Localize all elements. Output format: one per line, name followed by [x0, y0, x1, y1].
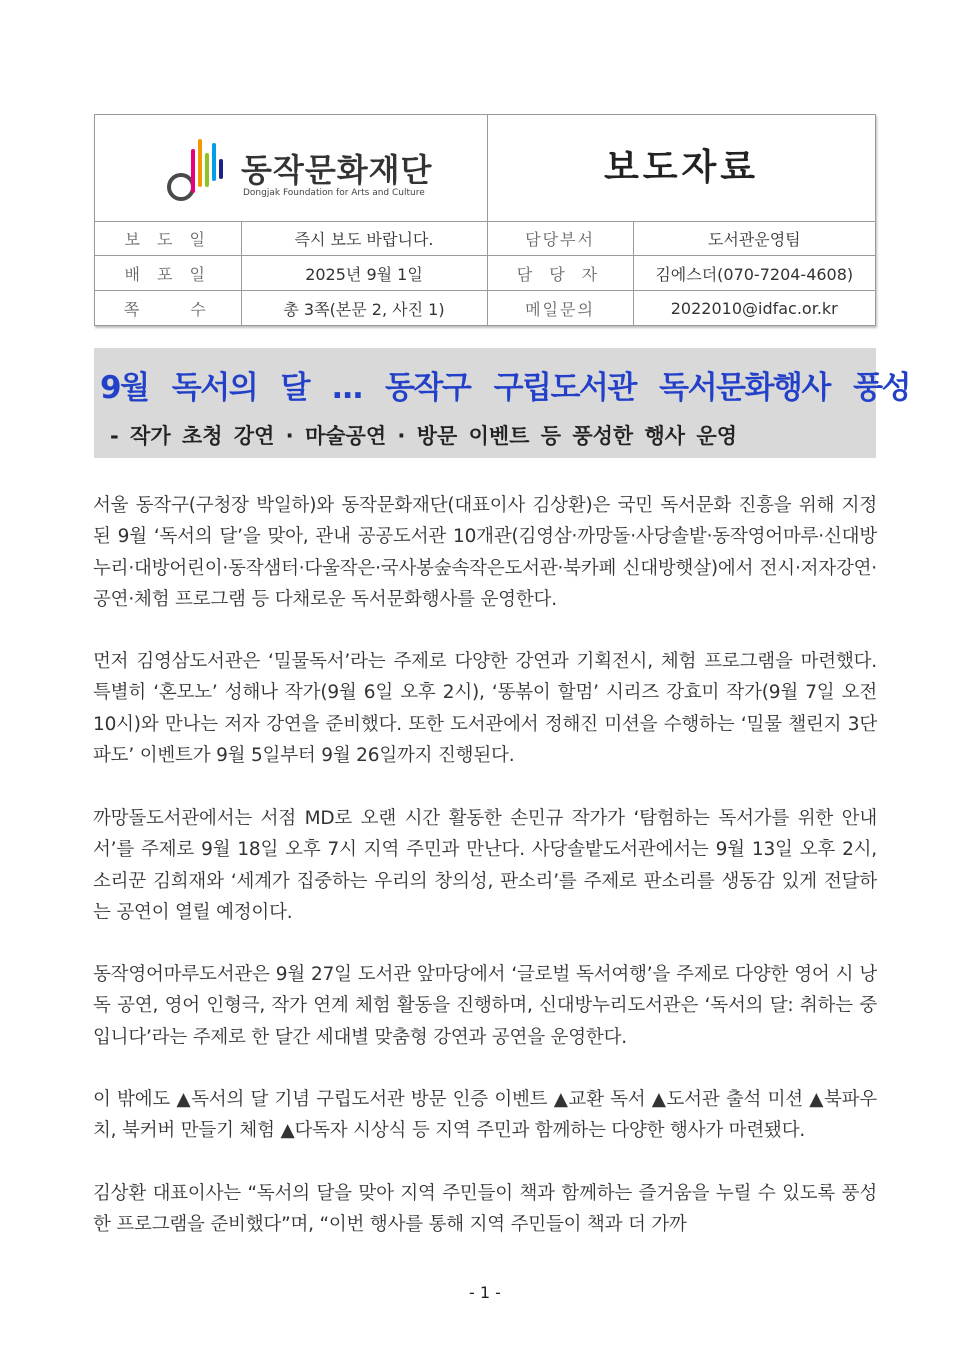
document-type-title: 보도자료 — [603, 147, 760, 188]
info-value: 김에스더(070-7204-4608) — [633, 256, 875, 291]
body-paragraph: 서울 동작구(구청장 박일하)와 동작문화재단(대표이사 김상환)은 국민 독서문화 진흥을 위해 지정된 9월 ‘독서의 달’을 맞아, 관내 공공도서관 10개관(김영삼·까망돌·사당솔밭·동작영어마루·신대방누리·대방어린이·동작샘터·다울작은·국사봉숲속작은도서관·북카페 신대방햇살)에서 전시·저자강연·공연·체험 프로그램 등 다채로운 독서문화행사를 운영한다. — [93, 495, 877, 611]
info-table — [95, 221, 875, 325]
info-value: 도서관운영팀 — [633, 221, 875, 256]
logo-name: 동작문화재단 — [241, 151, 433, 189]
info-row — [95, 221, 875, 256]
body-paragraph: 이 밖에도 ▲독서의 달 기념 구립도서관 방문 인증 이벤트 ▲교환 독서 ▲도서관 출석 미션 ▲북파우치, 북커버 만들기 체험 ▲다독자 시상식 등 지역 주민과 함께하는 다양한 행사가 마련됐다. — [93, 1089, 877, 1142]
info-row — [95, 291, 875, 326]
info-row — [95, 256, 875, 291]
info-label: 보 도 일 — [95, 221, 241, 256]
page-number: - 1 - — [469, 1283, 501, 1302]
info-label: 메일문의 — [487, 291, 633, 326]
email-value: 2022010@idfac.or.kr — [670, 298, 838, 318]
foundation-logo-icon — [165, 135, 229, 205]
logo-cell — [95, 115, 488, 221]
body-paragraph: 까망돌도서관에서는 서점 MD로 오랜 시간 활동한 손민규 작가가 ‘탐험하는 독서가를 위한 안내서’를 주제로 9월 18일 오후 7시 지역 주민과 만난다. 사당솔밭도서관에서는 9월 13일 오후 2시, 소리꾼 김희재와 ‘세계가 집중하는 우리의 창의성, 판소리’를 주제로 판소리를 생동감 있게 전달하는 공연이 열릴 예정이다. — [93, 808, 877, 924]
header-top-row — [95, 115, 875, 222]
logo-subtitle: Dongjak Foundation for Arts and Culture — [243, 188, 425, 198]
info-label: 배 포 일 — [95, 256, 241, 291]
info-label: 담 당 자 — [487, 256, 633, 291]
headline-title: 9월 독서의 달 … 동작구 구립도서관 독서문화행사 풍성 — [100, 370, 910, 406]
info-value: 총 3쪽(본문 2, 사진 1) — [241, 291, 487, 326]
body-paragraph: 김상환 대표이사는 “독서의 달을 맞아 지역 주민들이 책과 함께하는 즐거움을 누릴 수 있도록 풍성한 프로그램을 준비했다”며, “이번 행사를 통해 지역 주민들이 책과 더 가까 — [93, 1183, 877, 1236]
info-value: 즉시 보도 바랍니다. — [241, 221, 487, 256]
info-label: 쪽 수 — [95, 291, 241, 326]
headline-box — [94, 348, 910, 458]
press-header — [94, 114, 876, 326]
info-value: 2025년 9월 1일 — [241, 256, 487, 291]
headline-subtitle: - 작가 초청 강연 · 마술공연 · 방문 이벤트 등 풍성한 행사 운영 — [110, 424, 737, 448]
body-paragraph: 먼저 김영삼도서관은 ‘밀물독서’라는 주제로 다양한 강연과 기획전시, 체험 프로그램을 마련했다. 특별히 ‘혼모노’ 성해나 작가(9월 6일 오후 2시), ‘똥볶이 할멈’ 시리즈 강효미 작가(9월 7일 오전 10시)와 만나는 저자 강연을 준비했다. 또한 도서관에서 정해진 미션을 수행하는 ‘밀물 챌린지 3단 파도’ 이벤트가 9월 5일부터 9월 26일까지 진행된다. — [93, 651, 877, 767]
body-paragraph: 동작영어마루도서관은 9월 27일 도서관 앞마당에서 ‘글로벌 독서여행’을 주제로 다양한 영어 시 낭독 공연, 영어 인형극, 작가 연계 체험 활동을 진행하며, 신대방누리도서관은 ‘독서의 달: 취하는 중입니다’라는 주제로 한 달간 세대별 맞춤형 강연과 공연을 운영한다. — [93, 964, 877, 1048]
info-label: 담당부서 — [487, 221, 633, 256]
